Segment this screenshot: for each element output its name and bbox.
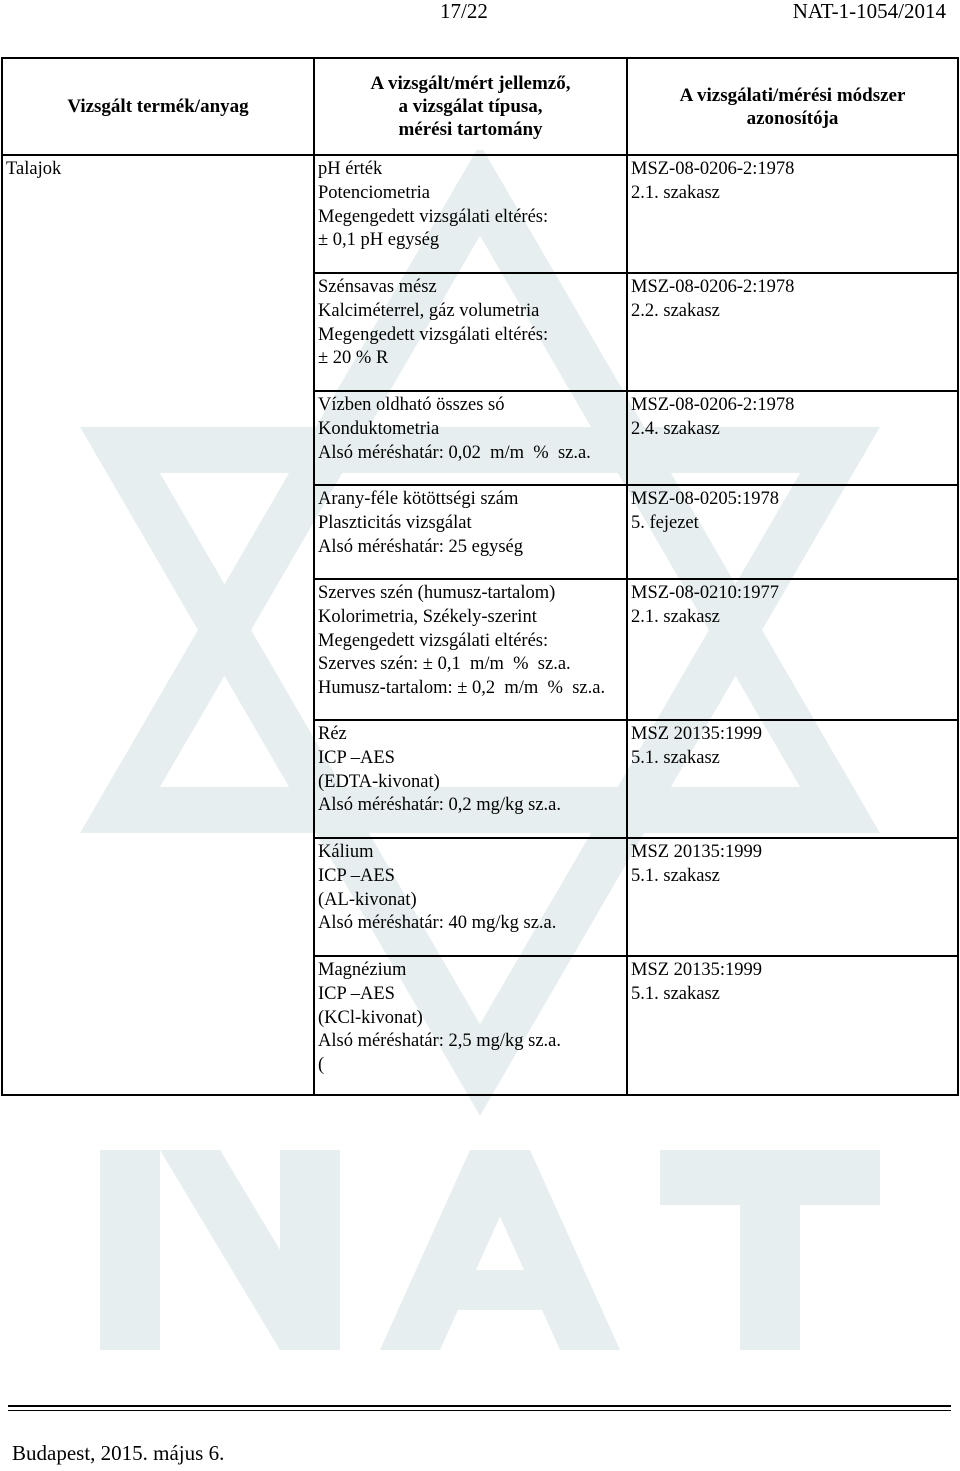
characteristic-cell: Magnézium ICP –AES (KCl-kivonat) Alsó méréshatár: 2,5 mg/kg sz.a. (	[314, 956, 627, 1095]
characteristic-cell: Szerves szén (humusz-tartalom) Kolorimetria, Székely-szerint Megengedett vizsgálati eltérés: Szerves szén: ± 0,1 m/m % sz.a. Humusz-tartalom: ± 0,2 m/m % sz.a.	[314, 579, 627, 720]
footer-divider-thin	[8, 1410, 951, 1411]
characteristic-cell: Réz ICP –AES (EDTA-kivonat) Alsó méréshatár: 0,2 mg/kg sz.a.	[314, 720, 627, 838]
accreditation-table	[1, 57, 959, 1096]
characteristic-cell: Kálium ICP –AES (AL-kivonat) Alsó méréshatár: 40 mg/kg sz.a.	[314, 838, 627, 956]
method-cell: MSZ 20135:1999 5.1. szakasz	[627, 838, 958, 956]
product-cell: Talajok	[2, 155, 314, 1095]
page-header	[0, 0, 960, 26]
footer-divider	[8, 1405, 951, 1407]
header-method: A vizsgálati/mérési módszer azonosítója	[627, 58, 958, 155]
method-cell: MSZ-08-0205:1978 5. fejezet	[627, 485, 958, 579]
table-header-row	[2, 58, 958, 155]
document-id: NAT-1-1054/2014	[792, 0, 946, 23]
characteristic-cell: Vízben oldható összes só Konduktometria Alsó méréshatár: 0,02 m/m % sz.a.	[314, 391, 627, 485]
method-cell: MSZ 20135:1999 5.1. szakasz	[627, 956, 958, 1095]
characteristic-cell: pH érték Potenciometria Megengedett vizsgálati eltérés: ± 0,1 pH egység	[314, 155, 627, 273]
method-cell: MSZ-08-0210:1977 2.1. szakasz	[627, 579, 958, 720]
footer-date: Budapest, 2015. május 6.	[12, 1441, 225, 1465]
header-product: Vizsgált termék/anyag	[2, 58, 314, 155]
page-number: 17/22	[440, 0, 488, 23]
header-characteristic: A vizsgált/mért jellemző, a vizsgálat típusa, mérési tartomány	[314, 58, 627, 155]
characteristic-cell: Szénsavas mész Kalciméterrel, gáz volumetria Megengedett vizsgálati eltérés: ± 20 % R	[314, 273, 627, 391]
method-cell: MSZ-08-0206-2:1978 2.1. szakasz	[627, 155, 958, 273]
table-row	[2, 155, 958, 273]
method-cell: MSZ-08-0206-2:1978 2.2. szakasz	[627, 273, 958, 391]
method-cell: MSZ 20135:1999 5.1. szakasz	[627, 720, 958, 838]
method-cell: MSZ-08-0206-2:1978 2.4. szakasz	[627, 391, 958, 485]
characteristic-cell: Arany-féle kötöttségi szám Plaszticitás vizsgálat Alsó méréshatár: 25 egység	[314, 485, 627, 579]
